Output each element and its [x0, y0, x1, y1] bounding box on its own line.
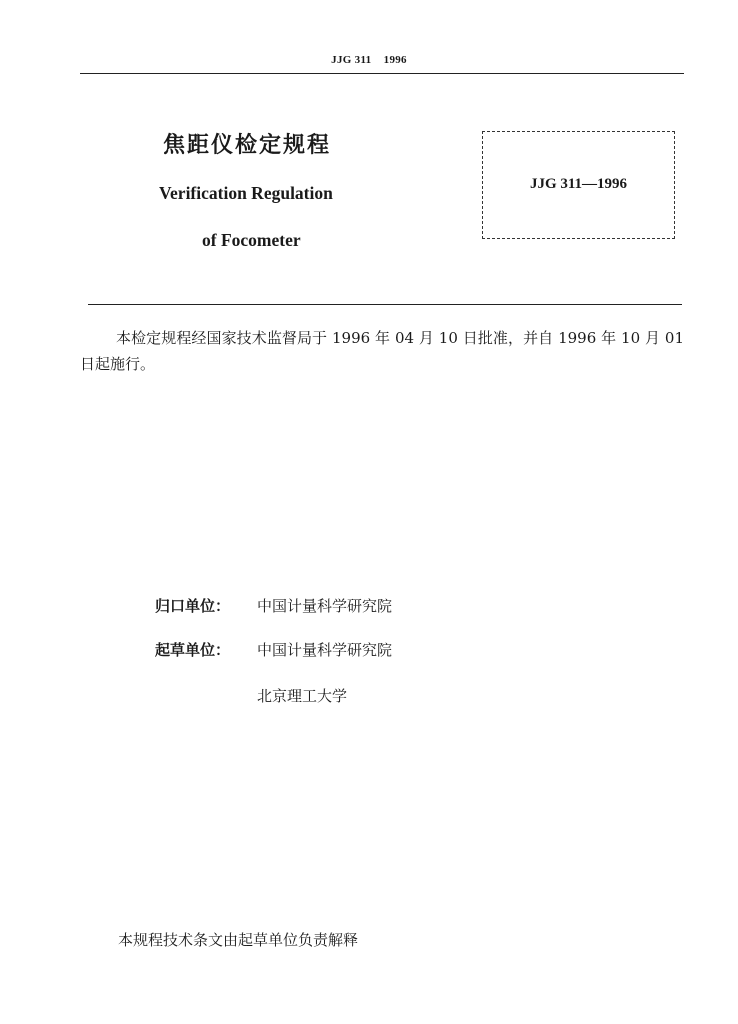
- section-divider: [88, 304, 682, 305]
- responsible-unit-label: 归口单位：: [155, 597, 231, 615]
- drafting-unit-label: 起草单位：: [155, 641, 231, 659]
- regulation-code: JJG 311—1996: [529, 176, 628, 192]
- title-english-line-2: of Focometer: [202, 230, 301, 250]
- drafting-unit-value-2: 北京理工大学: [257, 687, 348, 705]
- title-english-line-1: Verification Regulation: [159, 183, 333, 203]
- header-rule: [80, 73, 684, 74]
- interpretation-note: 本规程技术条文由起草单位负责解释: [118, 931, 359, 949]
- running-header: JJG 311 1996: [331, 54, 407, 66]
- approval-statement: 本检定规程经国家技术监督局于 1996 年 04 月 10 日批准，并自 1996 年 10 月 01 日起施行。: [80, 329, 684, 373]
- drafting-unit-value-1: 中国计量科学研究院: [257, 641, 393, 659]
- responsible-unit-value: 中国计量科学研究院: [257, 597, 393, 615]
- title-chinese: 焦距仪检定规程: [163, 133, 332, 158]
